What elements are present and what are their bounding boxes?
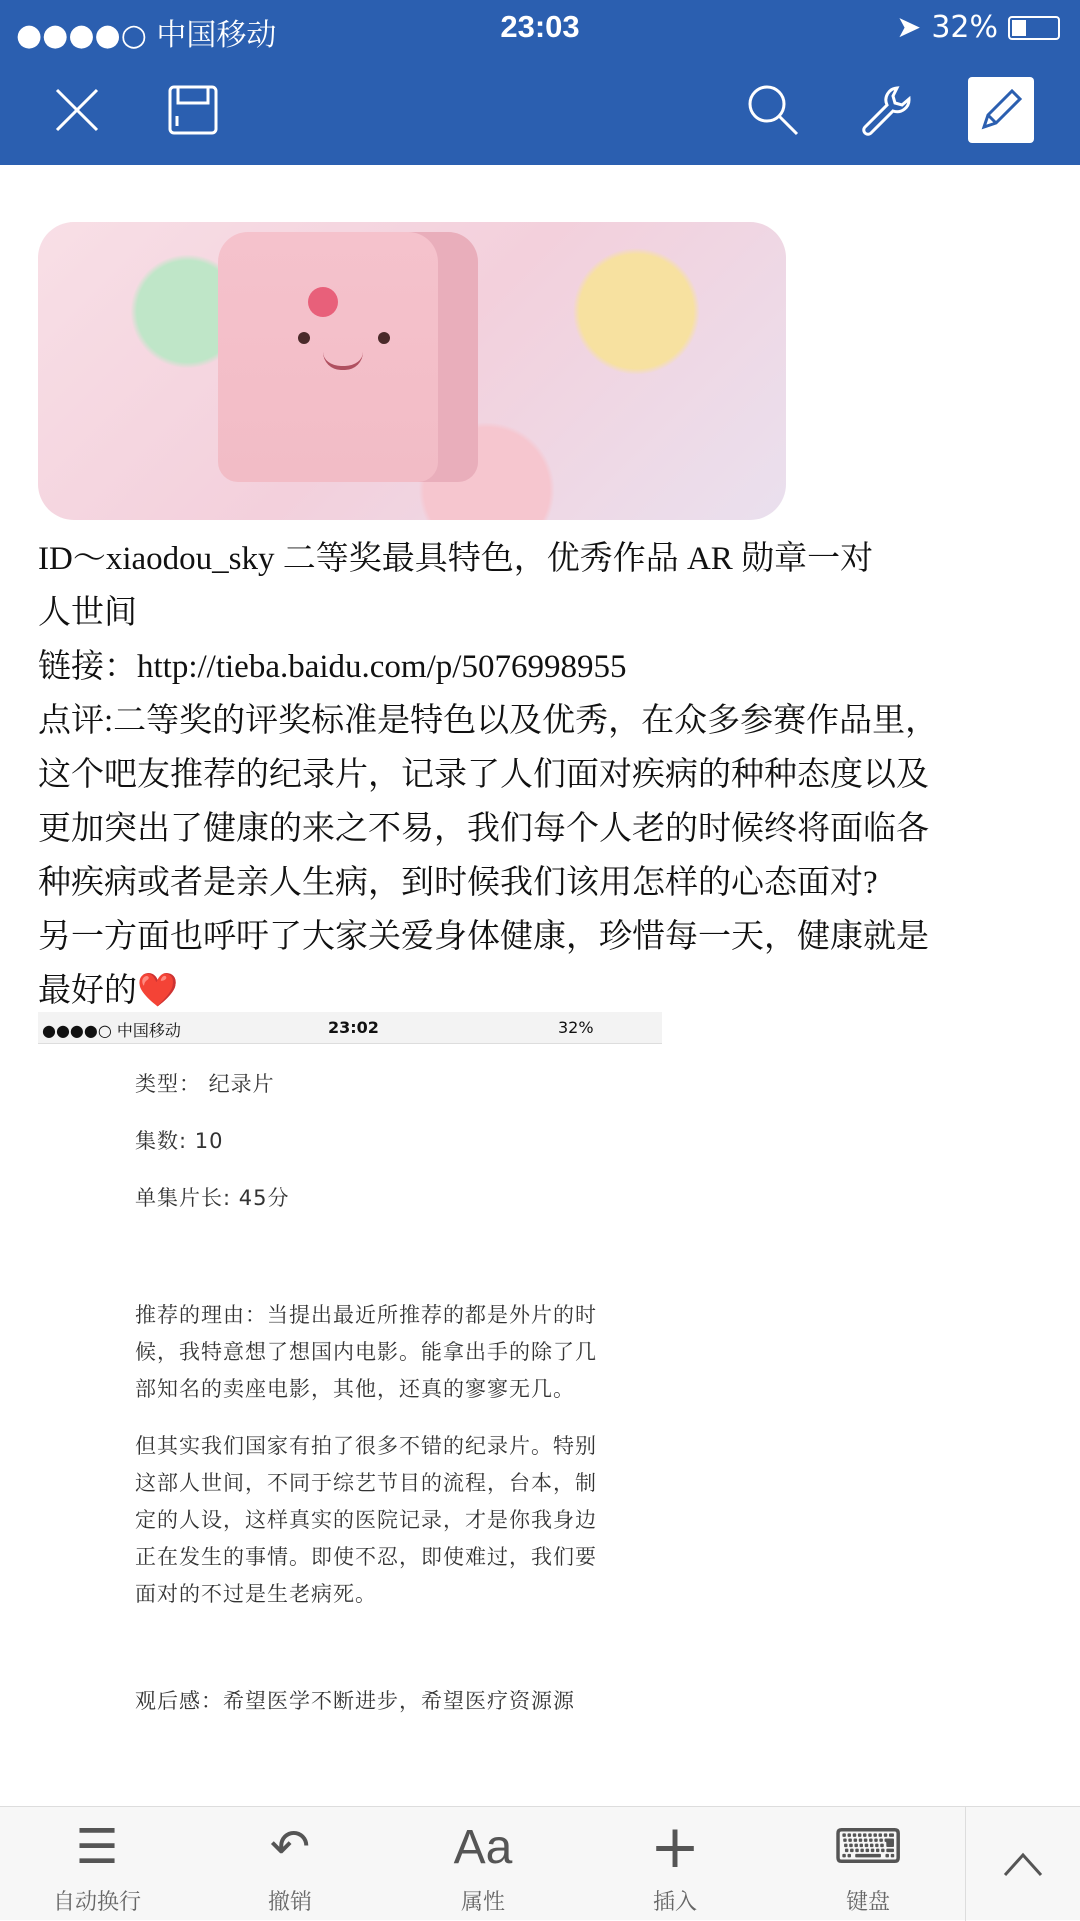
save-button[interactable] [160, 77, 226, 143]
insert-label: 插入 [652, 1890, 697, 1915]
undo-label: 撤销 [267, 1890, 312, 1915]
document-content[interactable] [0, 166, 1080, 1806]
close-button[interactable] [44, 77, 110, 143]
font-icon: Aa [453, 1820, 513, 1874]
text-line: 点评:二等奖的评奖标准是特色以及优秀，在众多参赛作品里， [38, 703, 939, 739]
top-toolbar [0, 55, 1080, 165]
insert-button[interactable] [600, 1812, 750, 1916]
properties-label: 属性 [460, 1890, 505, 1915]
text-line: 链接：http://tieba.baidu.com/p/5076998955 [38, 649, 627, 685]
properties-button[interactable] [408, 1817, 558, 1916]
undo-icon: ↶ [269, 1819, 311, 1875]
pencil-icon [976, 85, 1026, 135]
embedded-screenshot [38, 1012, 662, 1806]
text-line: 另一方面也呼吁了大家关爱身体健康，珍惜每一天，健康就是 [38, 919, 929, 955]
keyboard-label: 键盘 [845, 1890, 890, 1915]
expand-button[interactable] [965, 1807, 1080, 1921]
text-line: ID～xiaodou_sky 二等奖最具特色，优秀作品 AR 勋章一对 [38, 541, 874, 577]
keyboard-button[interactable] [793, 1817, 943, 1916]
embedded-paragraph: 单集片长: 45分 [135, 1186, 290, 1210]
embedded-paragraph: 推荐的理由：当提出最近所推荐的都是外片的时候，我特意想了想国内电影。能拿出手的除了几部知名的卖座电影，其他，还真的寥寥无几。 [135, 1303, 597, 1401]
wrap-label: 自动换行 [52, 1890, 141, 1915]
keyboard-icon: ⌨ [833, 1819, 903, 1875]
plus-icon: + [649, 1812, 701, 1882]
embedded-paragraph: 类型： 纪录片 [135, 1072, 275, 1096]
status-bar [0, 0, 1080, 55]
cover-image [38, 222, 786, 520]
search-icon [745, 82, 801, 138]
document-text[interactable] [38, 532, 1048, 1018]
clock: 23:03 [500, 9, 580, 44]
embedded-battery: 32% [558, 1018, 594, 1037]
carrier: ●●●●○ 中国移动 [16, 18, 277, 53]
embedded-carrier: ●●●●○ 中国移动 [42, 1021, 181, 1040]
heart-emoji: ❤️ [137, 973, 179, 1009]
embedded-paragraph: 集数: 10 [135, 1129, 224, 1153]
embedded-paragraph: 但其实我们国家有拍了很多不错的纪录片。特别这部人世间，不同于综艺节目的流程，台本，制定的人设，这样真实的医院记录，才是你我身边正在发生的事情。即使不忍，即使难过，我们要面对的不过是生老病死。 [135, 1434, 597, 1606]
undo-button[interactable] [215, 1817, 365, 1916]
battery-percent: 32% [931, 10, 998, 45]
wrap-button[interactable] [22, 1817, 172, 1916]
close-icon [52, 85, 102, 135]
embedded-paragraph: 观后感：希望医学不断进步，希望医疗资源源 [135, 1689, 575, 1713]
edit-button[interactable] [968, 77, 1034, 143]
text-line: 人世间 [38, 595, 137, 631]
tools-button[interactable] [852, 77, 918, 143]
wrench-icon [857, 82, 913, 138]
battery-icon [1008, 16, 1060, 40]
chevron-up-icon [1001, 1849, 1045, 1879]
wrap-icon: ☰ [75, 1819, 119, 1875]
search-button[interactable] [740, 77, 806, 143]
text-line: 最好的 [38, 973, 137, 1009]
embedded-clock: 23:02 [328, 1018, 379, 1037]
text-line: 种疾病或者是亲人生病，到时候我们该用怎样的心态面对? [38, 865, 878, 901]
save-icon [167, 84, 219, 136]
location-icon: ➤ [896, 10, 922, 45]
text-line: 这个吧友推荐的纪录片，记录了人们面对疾病的种种态度以及 [38, 757, 929, 793]
text-line: 更加突出了健康的来之不易，我们每个人老的时候终将面临各 [38, 811, 929, 847]
bottom-toolbar [0, 1806, 1080, 1920]
